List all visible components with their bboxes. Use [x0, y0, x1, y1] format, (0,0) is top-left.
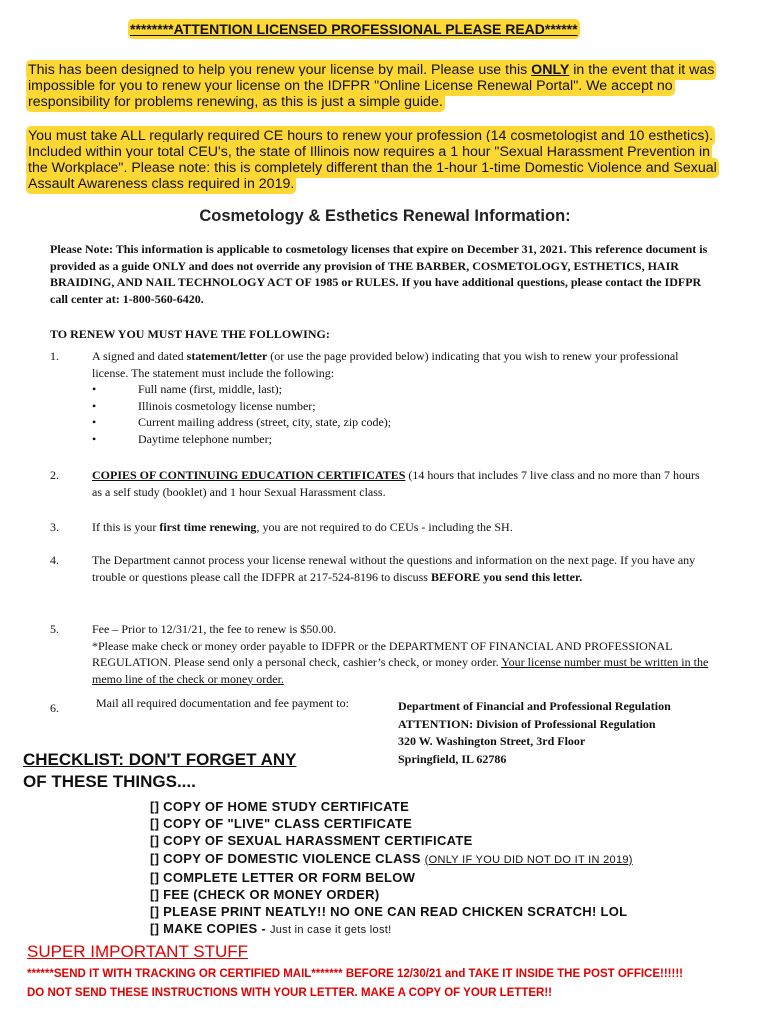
please-note-paragraph: Please Note: This information is applicable to cosmetology licenses that expire on December 31, 2021. This reference document is provided as a guide ONLY and does not override any provision of THE BARBER, COSMETOLOGY, ESTHETICS, HAIR BRAIDING, AND NAIL TECHNOLOGY ACT OF 1985 or RULES. If you have additional questions, please contact the IDFPR call center at: 1-800-560-6420.: [50, 242, 708, 306]
instructions-warning: DO NOT SEND THESE INSTRUCTIONS WITH YOUR LETTER. MAKE A COPY OF YOUR LETTER!!: [27, 987, 552, 999]
list-item: • Daytime telephone number;: [92, 431, 710, 448]
attention-header: ********ATTENTION LICENSED PROFESSIONAL PLEASE READ******: [130, 21, 578, 37]
intro-paragraph-2: You must take ALL regularly required CE hours to renew your profession (14 cosmetologist and 10 esthetics). Included within your total CEU's, the state of Illinois now requires a 1 hour "Sexual Harassment Prevention in the Workplace". Please note: this is completely different than the 1-hour 1-time Domestic Violence and Sexual Assault Awareness class required in 2019.: [28, 128, 717, 192]
list-item: • Full name (first, middle, last);: [92, 381, 710, 398]
list-item: • Current mailing address (street, city, state, zip code);: [92, 414, 710, 431]
requirement-item-2: 2. COPIES OF CONTINUING EDUCATION CERTIFICATES (14 hours that includes 7 live class and no more than 7 hours as a self study (booklet) and 1 hour Sexual Harassment class.: [50, 468, 700, 499]
intro-p1-highlight: This has been designed to help you renew your license by mail. Please use this ONLY in the event that it was impossible for you to renew your license on the IDFPR "Online License Renewal Portal". We accept no responsibility for problems renewing, as this is just a simple guide.: [28, 62, 715, 110]
requirement-item-4: 4. The Department cannot process your license renewal without the questions and information on the next page. If you have any trouble or questions please call the IDFPR at 217-524-8196 to discuss BEFORE you send this letter.: [50, 553, 696, 584]
checklist-item: [] COPY OF SEXUAL HARASSMENT CERTIFICATE: [150, 833, 473, 849]
checklist-item: [] MAKE COPIES - Just in case it gets lost!: [150, 921, 392, 937]
requirement-item-3: 3. If this is your first time renewing, you are not required to do CEUs - including the SH.: [50, 520, 513, 534]
requirement-item-1: 1. A signed and dated statement/letter (or use the page provided below) indicating that you wish to renew your professional license. The statement must include the following: • Full name (first, middle, last); • Illinois cosmetology license number; • Current mailing address (street, city, state, zip code); • Daytime telephone number;: [50, 348, 710, 447]
checklist-item: [] COPY OF DOMESTIC VIOLENCE CLASS (ONLY IF YOU DID NOT DO IT IN 2019): [150, 850, 633, 866]
mailing-address: Department of Financial and Professional Regulation ATTENTION: Division of Professional Regulation 320 W. Washington Street, 3rd Floor Springfield, IL 62786: [398, 699, 671, 766]
checklist-title: CHECKLIST: DON'T FORGET ANY OF THESE THINGS....: [23, 750, 297, 791]
intro-paragraph-1: [28, 62, 728, 110]
requirement-item-5: 5. Fee – Prior to 12/31/21, the fee to renew is $50.00. *Please make check or money order payable to IDFPR or the DEPARTMENT OF FINANCIAL AND PROFESSIONAL REGULATION. Please send only a personal check, cashier’s check, or money order. Your license number must be written in the memo line of the check or money order.: [50, 622, 709, 686]
list-item: • Illinois cosmetology license number;: [92, 398, 710, 415]
requirements-heading: TO RENEW YOU MUST HAVE THE FOLLOWING:: [50, 327, 330, 341]
checklist-item: [] PLEASE PRINT NEATLY!! NO ONE CAN READ CHICKEN SCRATCH! LOL: [150, 904, 628, 920]
checklist-item: [] COPY OF "LIVE" CLASS CERTIFICATE: [150, 816, 413, 832]
checklist-item: [] COMPLETE LETTER OR FORM BELOW: [150, 869, 416, 885]
checklist: [150, 798, 633, 940]
page-title: Cosmetology & Esthetics Renewal Information:: [199, 207, 571, 225]
requirement-item-6-number: 6.: [50, 701, 59, 715]
super-important-heading: SUPER IMPORTANT STUFF: [27, 942, 249, 961]
requirement-item-6: Mail all required documentation and fee payment to:: [96, 696, 349, 710]
checklist-item: [] FEE (CHECK OR MONEY ORDER): [150, 887, 380, 903]
statement-requirements-list: [92, 381, 710, 447]
tracking-warning: ******SEND IT WITH TRACKING OR CERTIFIED MAIL******* BEFORE 12/30/21 and TAKE IT INSIDE THE POST OFFICE!!!!!!: [27, 968, 683, 980]
checklist-item: [] COPY OF HOME STUDY CERTIFICATE: [150, 799, 410, 814]
